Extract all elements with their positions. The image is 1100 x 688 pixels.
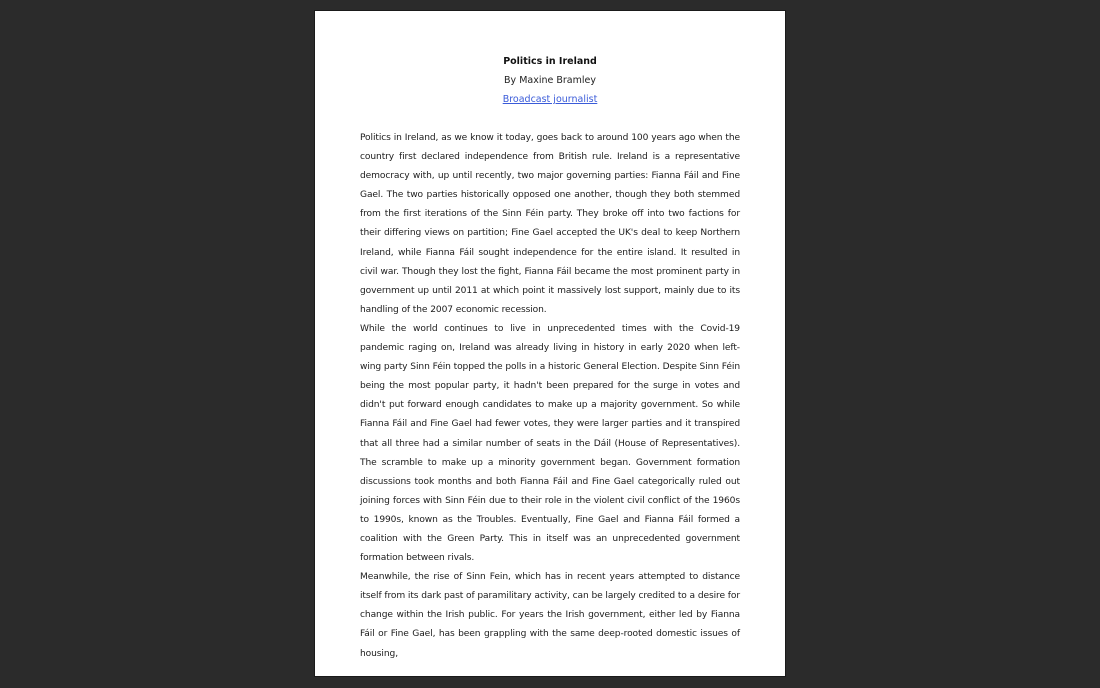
body-paragraph: While the world continues to live in unprecedented times with the Covid-19 pandemic raging on, Ireland was already living in history in early 2020 when left-wing party Sinn Féin topped the polls in a historic General Election. Despite Sinn Féin being the most popular party, it hadn't been prepared for the surge in votes and didn't put forward enough candidates to make up a majority government. So while Fianna Fáil and Fine Gael had fewer votes, they were larger parties and it transpired that all three had a similar number of seats in the Dáil (House of Representatives). The scramble to make up a minority government began. Government formation discussions took months and both Fianna Fáil and Fine Gael categorically ruled out joining forces with Sinn Féin due to their role in the violent civil conflict of the 1960s to 1990s, known as the Troubles. Eventually, Fine Gael and Fianna Fáil formed a coalition with the Green Party. This in itself was an unprecedented government formation between rivals.	[360, 323, 740, 564]
document-page[interactable]	[315, 11, 785, 676]
author-role-link[interactable]: Broadcast journalist	[502, 94, 598, 105]
body-paragraph: Meanwhile, the rise of Sinn Fein, which has in recent years attempted to distance itself from its dark past of paramilitary activity, can be largely credited to a desire for change within the Irish public. For years the Irish government, either led by Fianna Fáil or Fine Gael, has been grappling with the same deep-rooted domestic issues of housing,	[360, 572, 740, 659]
body-paragraph: Politics in Ireland, as we know it today, goes back to around 100 years ago when the country first declared independence from British rule. Ireland is a representative democracy with, up until recently, two major governing parties: Fianna Fáil and Fine Gael. The two parties historically opposed one another, though they both stemmed from the first iterations of the Sinn Féin party. They broke off into two factions for their differing views on partition; Fine Gael accepted the UK's deal to keep Northern Ireland, while Fianna Fáil sought independence for the entire island. It resulted in civil war. Though they lost the fight, Fianna Fáil became the most prominent party in government up until 2011 at which point it massively lost support, mainly due to its handling of the 2007 economic recession.	[360, 133, 740, 315]
document-body	[360, 129, 740, 664]
document-title: Politics in Ireland	[503, 56, 597, 67]
document-header	[315, 56, 785, 106]
document-author: By Maxine Bramley	[504, 75, 596, 86]
